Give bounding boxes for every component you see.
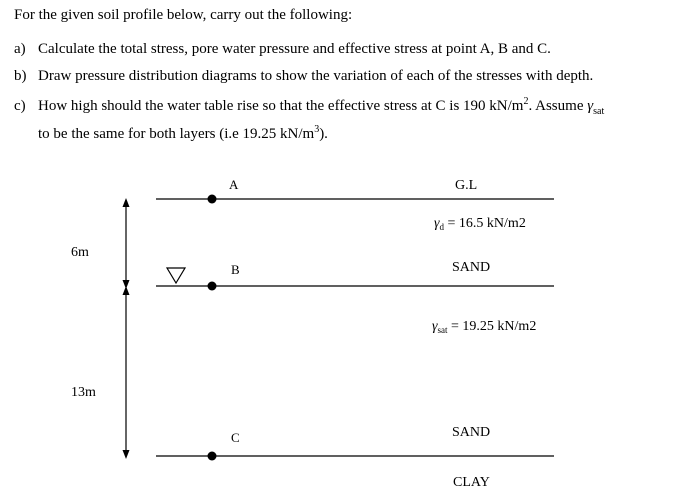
question-c-text: How high should the water table rise so that the effective stress at C is 190 kN/m [38, 98, 524, 114]
ground-level-label: G.L [455, 178, 478, 193]
point-c-dot [208, 452, 217, 461]
gamma-sat-sub: sat [593, 106, 605, 117]
gamma-sat-value: = 19.25 kN/m2 [447, 319, 537, 334]
gamma-d-label [434, 216, 526, 232]
gamma-sat-diag-sub: sat [437, 325, 448, 335]
problem-intro: For the given soil profile below, carry out the following: [14, 7, 353, 23]
point-b-dot [208, 282, 217, 291]
point-b-label: B [231, 262, 240, 277]
dimension-6m-label: 6m [71, 245, 89, 260]
question-c-line2-text: to be the same for both layers (i.e 19.25 kN/m [38, 126, 315, 142]
question-c-line2-end: ). [319, 126, 328, 142]
point-a-label: A [229, 177, 239, 192]
gamma-sat-symbol: γ [432, 319, 438, 334]
gamma-d-sub: d [439, 222, 445, 232]
layer1-label: SAND [452, 260, 491, 275]
point-a-dot [208, 195, 217, 204]
layer3-label: CLAY [453, 475, 490, 490]
gamma-d-value: = 16.5 kN/m2 [444, 216, 526, 231]
gamma-sat-label [432, 319, 536, 335]
dimension-6m-arrow [123, 198, 130, 289]
point-c-label: C [231, 430, 240, 445]
gamma-d-symbol: γ [434, 216, 440, 231]
water-table-icon [167, 268, 185, 283]
gamma-symbol: γ [587, 98, 594, 114]
dimension-13m-label: 13m [71, 385, 96, 400]
layer2-label: SAND [452, 425, 491, 440]
question-a-text: Calculate the total stress, pore water pressure and effective stress at point A, B and C. [38, 41, 551, 57]
question-c-label: c) [14, 98, 26, 114]
question-c-sup: 2 [523, 96, 529, 107]
question-a-label: a) [14, 41, 26, 57]
dimension-13m-arrow [123, 286, 130, 459]
question-b-label: b) [14, 68, 27, 84]
question-b-text: Draw pressure distribution diagrams to show the variation of each of the stresses with depth. [38, 68, 594, 84]
question-c-line2-sup: 3 [314, 124, 320, 135]
question-c-assume: . Assume [528, 98, 588, 114]
